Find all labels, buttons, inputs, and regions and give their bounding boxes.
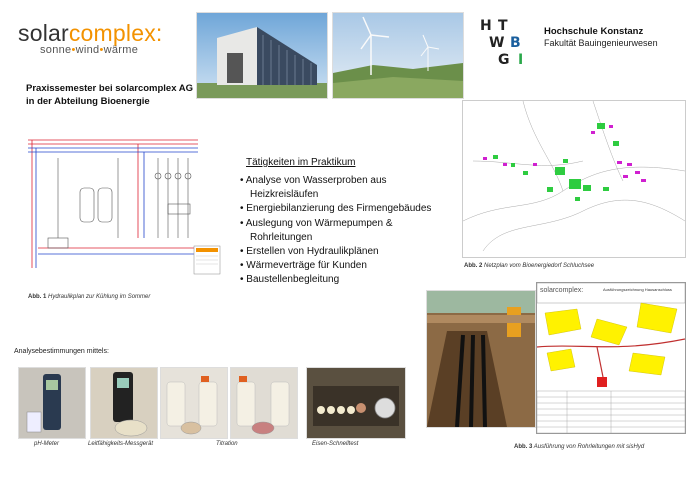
intro-heading [26, 82, 193, 108]
activity-item: • Erstellen von Hydraulikplänen [240, 246, 379, 258]
hydraulic-plan-figure [18, 128, 224, 278]
activity-item: • Analyse von Wasserproben aus Heizkreisläufen [240, 175, 387, 201]
construction-site-photo [426, 290, 536, 428]
activity-text: Erstellen von Hydraulikplänen [246, 246, 379, 258]
intro-line-1: Praxissemester bei solarcomplex AG [26, 83, 194, 94]
htwg-letter-b: B [510, 35, 521, 51]
solarcomplex-logo [18, 22, 163, 45]
htwg-letter-t: T [498, 18, 508, 34]
figure-1-prefix: Abb. 1 [28, 294, 47, 300]
logo-tagline: sonne•wind•wärme [40, 44, 139, 56]
network-map-figure [462, 100, 686, 258]
activity-text: Baustellenbegleitung [246, 274, 340, 286]
plan-sheet-figure [536, 282, 686, 434]
logo-text-solar: solar [18, 20, 69, 46]
label-iron-test: Eisen-Schnelltest [312, 441, 359, 447]
htwg-letter-h: H [480, 18, 492, 34]
figure-2-caption [464, 263, 594, 269]
figure-1-caption [28, 294, 150, 300]
label-titration: Titration [216, 441, 238, 447]
htwg-letter-g: G [498, 52, 510, 68]
activity-item: • Energiebilanzierung des Firmengebäudes [240, 203, 432, 215]
htwg-letter-w: W [489, 35, 505, 51]
label-ph-meter: pH-Meter [34, 441, 60, 447]
activity-item: • Auslegung von Wärmepumpen & Rohrleitungen [240, 217, 393, 243]
activity-text: Analyse von Wasserproben aus Heizkreisläufen [245, 175, 387, 201]
conductivity-meter-photo [90, 367, 158, 439]
logo-colon: : [155, 20, 163, 46]
activity-item: • Baustellenbegleitung [240, 274, 340, 286]
analysis-title: Analysebestimmungen mittels: [14, 348, 109, 355]
intro-line-2: in der Abteilung Bioenergie [26, 96, 150, 107]
university-faculty: Fakultät Bauingenieurwesen [544, 38, 658, 48]
figure-3-text: Ausführung von Rohrleitungen mit sisHyd [533, 444, 645, 450]
activities-title: Tätigkeiten im Praktikum [246, 157, 356, 168]
tagline-sonne: sonne [40, 44, 72, 56]
figure-1-text: Hydraulikplan zur Kühlung im Sommer [48, 294, 151, 300]
university-name: Hochschule Konstanz [544, 26, 644, 37]
activity-item: • Wärmeverträge für Kunden [240, 260, 367, 272]
activity-text: Wärmeverträge für Kunden [246, 260, 367, 272]
activity-text: Auslegung von Wärmepumpen & Rohrleitungen [245, 217, 393, 243]
tagline-waerme: wärme [103, 44, 139, 56]
label-conductivity-meter: Leitfähigkeits-Messgerät [88, 441, 154, 447]
wind-turbine-photo [332, 12, 464, 99]
htwg-logo [480, 18, 530, 68]
activity-text: Energiebilanzierung des Firmengebäudes [246, 203, 432, 215]
tagline-wind: wind [75, 44, 100, 56]
figure-2-prefix: Abb. 2 [464, 263, 483, 269]
building-photo [196, 12, 328, 99]
titration-photo [160, 367, 228, 439]
figure-3-prefix: Abb. 3 [514, 444, 533, 450]
htwg-letter-i: I [518, 52, 524, 68]
plan-sheet-title: Ausführungszeichnung Hausanschluss [603, 287, 672, 292]
ph-meter-photo [18, 367, 86, 439]
figure-2-text: Netzplan vom Bioenergiedorf Schluchsee [484, 263, 595, 269]
iron-test-photo [306, 367, 406, 439]
figure-3-caption [514, 444, 644, 450]
titration-result-photo [230, 367, 298, 439]
plan-sheet-logo: solarcomplex: [540, 287, 584, 294]
activities-list [240, 174, 455, 288]
logo-text-complex: complex [68, 20, 156, 46]
